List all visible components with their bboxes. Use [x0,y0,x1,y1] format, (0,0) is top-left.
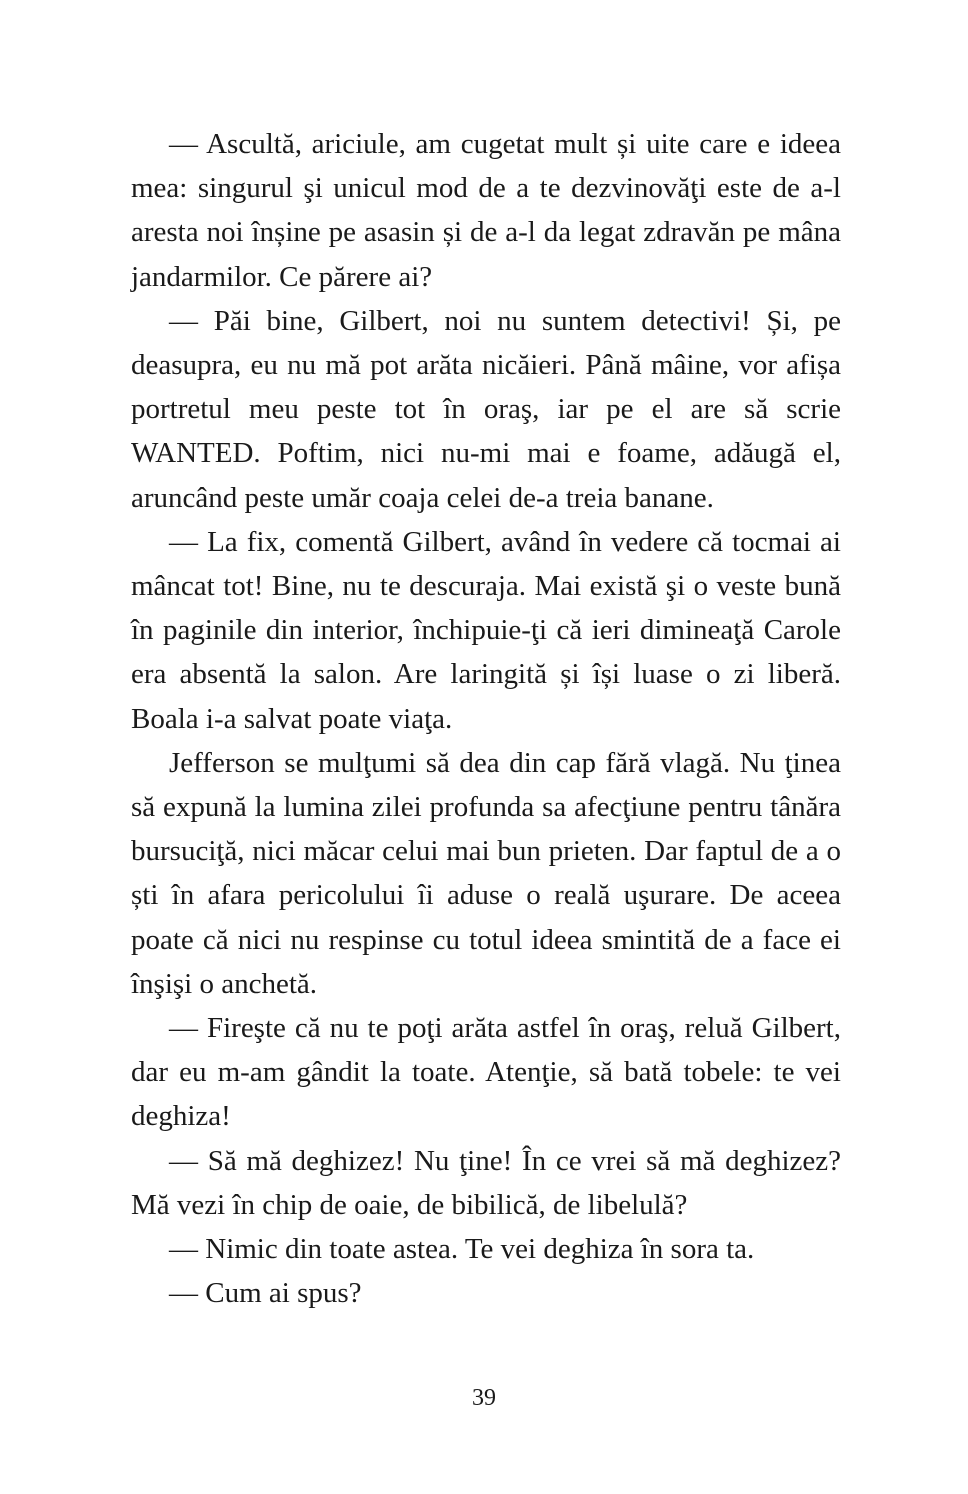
paragraph-8: — Cum ai spus? [169,1277,362,1310]
paragraph-3: — La fix, comentă Gilbert, având în vedere că tocmai ai mâncat tot! Bine, nu te descuraja. Mai există şi o veste bună în paginile din interior, închipuie-ţi că ieri dimineaţă Carole era absentă la salon. Are laringită și își luase o zi liberă. Boala i-a salvat poate viaţa. [131,525,841,735]
body-text [131,122,841,1315]
page-number: 39 [472,1385,496,1411]
paragraph-2: — Păi bine, Gilbert, noi nu suntem detectivi! Și, pe deasupra, eu nu mă pot arăta nicăieri. Până mâine, vor afișa portretul meu peste tot în oraş, iar pe el are să scrie WANTED. Poftim, nici nu-mi mai e foame, adăugă el, aruncând peste umăr coaja celei de-a treia banane. [131,304,841,514]
paragraph-5: — Fireşte că nu te poţi arăta astfel în oraş, reluă Gilbert, dar eu m-am gândit la toate. Atenţie, să bată tobele: te vei deghiza! [131,1012,841,1133]
paragraph-6: — Să mă deghizez! Nu ţine! În ce vrei să mă deghizez? Mă vezi în chip de oaie, de bibilică, de libelulă? [131,1144,841,1221]
paragraph-7: — Nimic din toate astea. Te vei deghiza în sora ta. [169,1233,755,1266]
paragraph-1: — Ascultă, ariciule, am cugetat mult și uite care e ideea mea: singurul şi unicul mod de a te dezvinovăţi este de a-l aresta noi înșine pe asasin și de a-l da legat zdravăn pe mâna jandarmilor. Ce părere ai? [131,128,841,293]
paragraph-4: Jefferson se mulţumi să dea din cap fără vlagă. Nu ţinea să expună la lumina zilei profunda sa afecţiune pentru tânăra bursuciţă, nici măcar celui mai bun prieten. Dar faptul de a o ști în afara pericolului îi aduse o reală uşurare. De aceea poate că nici nu respinse cu totul ideea smintită de a face ei înşişi o anchetă. [131,746,841,1000]
